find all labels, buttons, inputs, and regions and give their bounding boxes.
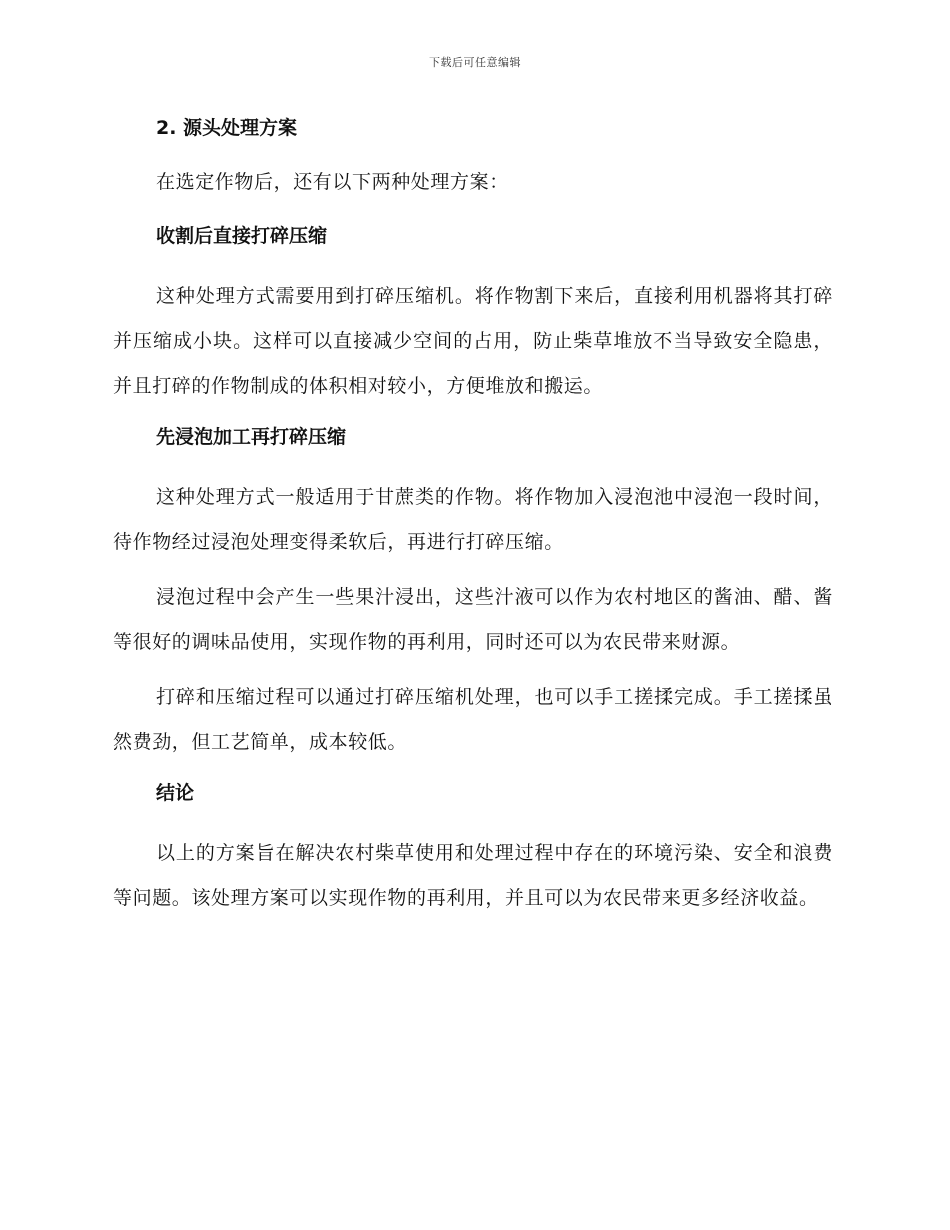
page-header-note: 下载后可任意编辑	[429, 56, 521, 69]
section-heading: 2. 源头处理方案	[156, 117, 298, 139]
section-intro: 在选定作物后，还有以下两种处理方案：	[156, 171, 509, 193]
method2-paragraph-3: 打碎和压缩过程可以通过打碎压缩机处理，也可以手工搓揉完成。手工搓揉虽然费劲，但工艺简单，成本较低。	[113, 686, 833, 753]
conclusion-paragraph: 以上的方案旨在解决农村柴草使用和处理过程中存在的环境污染、安全和浪费等问题。该处理方案可以实现作物的再利用，并且可以为农民带来更多经济收益。	[113, 842, 833, 909]
method2-paragraph-2: 浸泡过程中会产生一些果汁浸出，这些汁液可以作为农村地区的酱油、醋、酱等很好的调味品使用，实现作物的再利用，同时还可以为农民带来财源。	[113, 586, 833, 653]
method1-paragraph: 这种处理方式需要用到打碎压缩机。将作物割下来后，直接利用机器将其打碎并压缩成小块。这样可以直接减少空间的占用，防止柴草堆放不当导致安全隐患，并且打碎的作物制成的体积相对较小，方便堆放和搬运。	[113, 285, 833, 397]
conclusion-heading: 结论	[156, 782, 195, 804]
document-body	[113, 112, 833, 933]
method1-heading: 收割后直接打碎压缩	[156, 225, 328, 247]
method2-heading: 先浸泡加工再打碎压缩	[156, 426, 347, 448]
method2-paragraph-1: 这种处理方式一般适用于甘蔗类的作物。将作物加入浸泡池中浸泡一段时间，待作物经过浸泡处理变得柔软后，再进行打碎压缩。	[113, 486, 833, 553]
